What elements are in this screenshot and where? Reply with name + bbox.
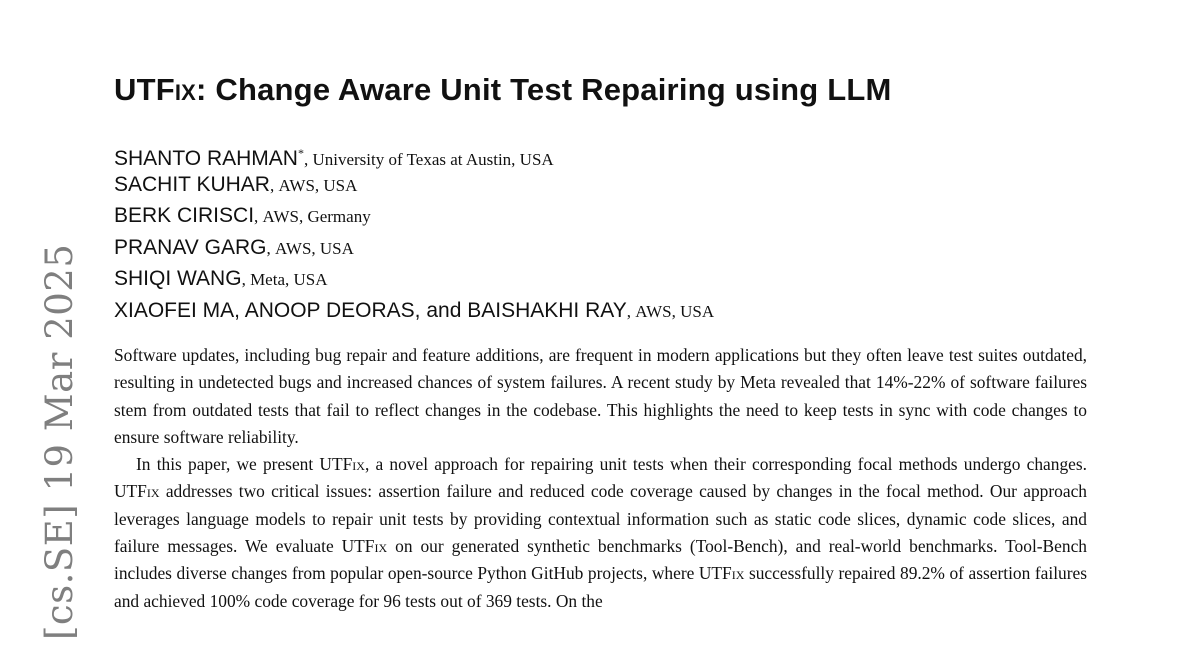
abstract-text: addresses two critical issues: assertion failure and reduced code coverage caused by changes in the focal method. Our approach leverages language models to repair unit tests by providing contextual information such as static code slices, dynamic code slices, and failure messages. We evaluate UTF <box>114 481 1087 557</box>
author-name: SACHIT KUHAR <box>114 172 270 196</box>
author-affiliation: , USA <box>311 238 354 258</box>
author-line <box>114 171 714 203</box>
author-affiliation: , Germany <box>298 207 371 227</box>
abstract-text: In this paper, we present UTF <box>136 454 353 475</box>
author-affiliation: University of Texas at Austin, USA <box>312 150 554 169</box>
abstract-text: on our generated synthetic benchmarks (Tool-Bench), and real-world benchmarks. Tool-Bench includes diverse changes from popular open-source Python GitHub projects, where UTF <box>114 536 1087 584</box>
author-line <box>114 297 714 329</box>
author-affiliation: , USA <box>671 301 715 321</box>
abstract-smallcaps: ix <box>731 563 745 584</box>
author-affiliation-org: AWS <box>635 301 672 321</box>
author-name: BERK CIRISCI <box>114 204 255 228</box>
arxiv-identifier-stamp: [cs.SE] 19 Mar 2025 <box>38 243 81 640</box>
abstract-text: successfully repaired 89.2% of assertion failures and achieved 100% code coverage for 96 tests out of 369 tests. On the <box>114 563 1088 611</box>
abstract-paragraph-2 <box>114 451 1087 615</box>
author-affiliation: , USA <box>314 175 358 195</box>
author-line <box>114 202 714 234</box>
author-footnote-marker: * <box>297 146 304 160</box>
author-affiliation: Meta, USA <box>250 270 328 290</box>
author-affiliation-org: AWS <box>262 207 299 227</box>
abstract-smallcaps: ix <box>352 454 365 475</box>
author-separator: , <box>266 238 275 258</box>
author-separator: , <box>254 207 263 227</box>
author-name: XIAOFEI MA, ANOOP DEORAS, and BAISHAKHI RAY <box>114 298 627 322</box>
title-smallcaps: ix <box>174 72 197 107</box>
title-prefix: UTF <box>114 72 175 107</box>
abstract <box>114 342 1087 615</box>
abstract-text: , a novel approach for repairing unit tests when their corresponding focal methods undergo changes. UTF <box>114 454 1087 502</box>
author-line <box>114 234 714 266</box>
abstract-paragraph-1: Software updates, including bug repair and feature additions, are frequent in modern applications but they often leave test suites outdated, resulting in undetected bugs and increased chances of system failures. A recent study by Meta revealed that 14%-22% of software failures stem from outdated tests that fail to reflect changes in the codebase. This highlights the need to keep tests in sync with code changes to ensure software reliability. <box>114 345 1087 447</box>
abstract-smallcaps: ix <box>374 536 388 557</box>
author-name: PRANAV GARG <box>114 235 267 259</box>
author-separator: , <box>626 301 636 321</box>
author-separator: , <box>241 270 251 290</box>
author-name: SHANTO RAHMAN <box>114 147 298 170</box>
author-separator: , <box>269 175 279 195</box>
author-name: SHIQI WANG <box>114 267 242 291</box>
title-rest: : Change Aware Unit Test Repairing using LLM <box>196 72 892 107</box>
author-list <box>114 139 714 329</box>
author-line <box>114 139 714 171</box>
abstract-smallcaps: ix <box>146 481 160 502</box>
author-affiliation-org: AWS <box>274 238 312 258</box>
author-affiliation-org: AWS <box>278 175 315 195</box>
paper-title <box>114 72 892 108</box>
author-separator: , <box>303 150 313 169</box>
author-line <box>114 265 714 297</box>
